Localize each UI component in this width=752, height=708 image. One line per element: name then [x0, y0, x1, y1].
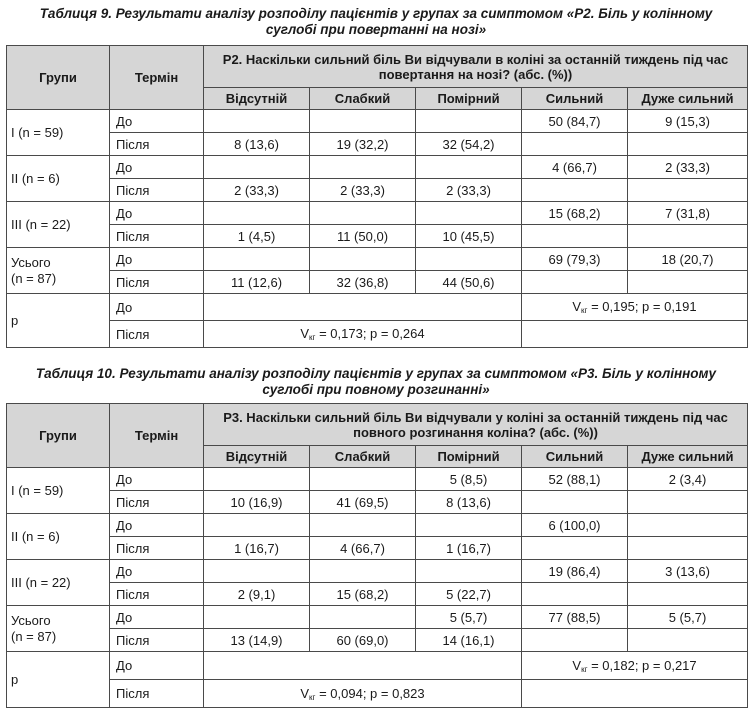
value-cell: [628, 583, 748, 606]
group-label-line1: II (n = 6): [11, 528, 60, 544]
table9-caption-line1: Таблиця 9. Результати аналізу розподілу пацієнтів у групах за симптомом «Р2. Біль у колінному: [39, 6, 713, 21]
value-cell: 5 (22,7): [416, 583, 522, 606]
table-row: [7, 491, 748, 514]
group-label-line1: I (n = 59): [11, 124, 64, 140]
value-cell: [522, 133, 628, 156]
value-cell: [628, 133, 748, 156]
group-label: [7, 248, 110, 294]
level-header: Сильний: [522, 88, 628, 110]
value-cell: [310, 560, 416, 583]
value-cell: [416, 248, 522, 271]
value-cell: 4 (66,7): [310, 537, 416, 560]
value-cell: [204, 156, 310, 179]
term-cell: Після: [110, 271, 204, 294]
p-row-before: [7, 294, 748, 321]
value-cell: [628, 491, 748, 514]
level-header: Слабкий: [310, 88, 416, 110]
value-cell: 50 (84,7): [522, 110, 628, 133]
term-cell: До: [110, 294, 204, 321]
value-cell: 13 (14,9): [204, 629, 310, 652]
header-row: [7, 46, 748, 88]
value-cell: 2 (9,1): [204, 583, 310, 606]
level-header: Помірний: [416, 88, 522, 110]
group-label: [7, 468, 110, 514]
table9-body: [7, 46, 748, 348]
level-header: Сильний: [522, 446, 628, 468]
value-cell: 8 (13,6): [416, 491, 522, 514]
group-label-line1: Усього: [11, 254, 51, 270]
term-cell: До: [110, 468, 204, 491]
empty-cell: [204, 294, 522, 321]
value-cell: 1 (16,7): [416, 537, 522, 560]
value-cell: 4 (66,7): [522, 156, 628, 179]
groups-column-header: Групи: [7, 46, 110, 110]
table-row: [7, 202, 748, 225]
level-header: Відсутній: [204, 446, 310, 468]
table-row: [7, 629, 748, 652]
value-cell: [522, 225, 628, 248]
value-cell: 5 (8,5): [416, 468, 522, 491]
value-cell: [204, 468, 310, 491]
term-cell: До: [110, 248, 204, 271]
level-header: Дуже сильний: [628, 88, 748, 110]
value-cell: 8 (13,6): [204, 133, 310, 156]
group-label-line1: III (n = 22): [11, 574, 71, 590]
table-row: [7, 606, 748, 629]
value-cell: [310, 606, 416, 629]
table10: [6, 403, 748, 708]
group-label: [7, 202, 110, 248]
value-cell: 7 (31,8): [628, 202, 748, 225]
term-cell: Після: [110, 491, 204, 514]
table-row: [7, 179, 748, 202]
question-header: Р3. Наскільки сильний біль Ви відчували у коліні за останній тиждень під час повного розгинання коліна? (абс. (%)): [204, 404, 748, 446]
value-cell: [522, 491, 628, 514]
group-label-line2: (n = 87): [11, 270, 57, 286]
value-cell: [310, 514, 416, 537]
value-cell: 10 (16,9): [204, 491, 310, 514]
stat-sub: кг: [309, 692, 316, 702]
value-cell: 2 (33,3): [628, 156, 748, 179]
term-cell: До: [110, 606, 204, 629]
value-cell: 15 (68,2): [310, 583, 416, 606]
group-label-line2: (n = 87): [11, 628, 57, 644]
level-header: Помірний: [416, 446, 522, 468]
value-cell: [310, 202, 416, 225]
stat-after: [204, 321, 522, 348]
term-cell: Після: [110, 680, 204, 708]
value-cell: [416, 514, 522, 537]
value-cell: 18 (20,7): [628, 248, 748, 271]
value-cell: [522, 179, 628, 202]
value-cell: 1 (4,5): [204, 225, 310, 248]
value-cell: [522, 583, 628, 606]
value-cell: 60 (69,0): [310, 629, 416, 652]
stat-before: [522, 294, 748, 321]
table10-body: [7, 404, 748, 708]
empty-cell: [522, 680, 748, 708]
term-cell: Після: [110, 629, 204, 652]
value-cell: [628, 271, 748, 294]
group-label: [7, 606, 110, 652]
table-row: [7, 583, 748, 606]
value-cell: [628, 225, 748, 248]
stat-after: [204, 680, 522, 708]
value-cell: 9 (15,3): [628, 110, 748, 133]
value-cell: 32 (36,8): [310, 271, 416, 294]
group-label: [7, 560, 110, 606]
term-cell: До: [110, 156, 204, 179]
value-cell: [416, 560, 522, 583]
value-cell: 32 (54,2): [416, 133, 522, 156]
value-cell: 19 (86,4): [522, 560, 628, 583]
group-label-line1: Усього: [11, 612, 51, 628]
term-column-header: Термін: [110, 404, 204, 468]
value-cell: 44 (50,6): [416, 271, 522, 294]
value-cell: [628, 537, 748, 560]
stat-value: = 0,195; p = 0,191: [587, 299, 697, 314]
table-row: [7, 156, 748, 179]
p-row-before: [7, 652, 748, 680]
value-cell: 11 (50,0): [310, 225, 416, 248]
value-cell: [204, 202, 310, 225]
table9-caption-line2: суглобі при повертанні на нозі»: [265, 22, 487, 37]
term-cell: До: [110, 514, 204, 537]
term-cell: Після: [110, 179, 204, 202]
term-cell: До: [110, 560, 204, 583]
table-row: [7, 537, 748, 560]
table10-caption-line1: Таблиця 10. Результати аналізу розподілу пацієнтів у групах за симптомом «Р3. Біль у колінному: [35, 366, 717, 381]
stat-v: V: [572, 299, 582, 314]
value-cell: [628, 629, 748, 652]
value-cell: [628, 514, 748, 537]
value-cell: [204, 560, 310, 583]
empty-cell: [522, 321, 748, 348]
p-label: p: [7, 294, 110, 348]
value-cell: 69 (79,3): [522, 248, 628, 271]
stat-value: = 0,182; p = 0,217: [587, 657, 697, 673]
term-cell: Після: [110, 583, 204, 606]
value-cell: 52 (88,1): [522, 468, 628, 491]
value-cell: 2 (33,3): [416, 179, 522, 202]
value-cell: [310, 468, 416, 491]
table9: [6, 45, 748, 348]
value-cell: 41 (69,5): [310, 491, 416, 514]
term-cell: До: [110, 110, 204, 133]
value-cell: [522, 629, 628, 652]
header-row: [7, 404, 748, 446]
p-row-after: [7, 321, 748, 348]
question-header: Р2. Наскільки сильний біль Ви відчували в коліні за останній тиждень під час повертання на нозі? (абс. (%)): [204, 46, 748, 88]
group-label: [7, 514, 110, 560]
level-header: Відсутній: [204, 88, 310, 110]
stat-sub: кг: [309, 333, 316, 342]
value-cell: 2 (33,3): [204, 179, 310, 202]
stat-value: = 0,094; p = 0,823: [315, 685, 425, 701]
groups-column-header: Групи: [7, 404, 110, 468]
table-row: [7, 248, 748, 271]
value-cell: 19 (32,2): [310, 133, 416, 156]
group-label-line1: II (n = 6): [11, 170, 60, 186]
p-row-after: [7, 680, 748, 708]
value-cell: [416, 156, 522, 179]
value-cell: 14 (16,1): [416, 629, 522, 652]
value-cell: 77 (88,5): [522, 606, 628, 629]
table-row: [7, 110, 748, 133]
p-label: p: [7, 652, 110, 708]
term-cell: До: [110, 202, 204, 225]
table10-caption: [0, 366, 752, 398]
value-cell: 1 (16,7): [204, 537, 310, 560]
level-header: Слабкий: [310, 446, 416, 468]
value-cell: [416, 202, 522, 225]
value-cell: [310, 110, 416, 133]
stat-sub: кг: [581, 664, 588, 674]
term-cell: Після: [110, 321, 204, 348]
value-cell: 3 (13,6): [628, 560, 748, 583]
value-cell: [416, 110, 522, 133]
value-cell: [310, 156, 416, 179]
empty-cell: [204, 652, 522, 680]
term-cell: Після: [110, 225, 204, 248]
value-cell: [628, 179, 748, 202]
value-cell: 11 (12,6): [204, 271, 310, 294]
value-cell: 2 (33,3): [310, 179, 416, 202]
stat-sub: кг: [581, 306, 588, 315]
value-cell: [204, 606, 310, 629]
table10-caption-line2: суглобі при повному розгинанні»: [262, 382, 490, 397]
stat-v: V: [300, 685, 310, 701]
level-header: Дуже сильний: [628, 446, 748, 468]
group-label-line1: III (n = 22): [11, 216, 71, 232]
value-cell: [522, 537, 628, 560]
value-cell: [522, 271, 628, 294]
value-cell: [204, 110, 310, 133]
stat-value: = 0,173; p = 0,264: [315, 326, 425, 341]
table-row: [7, 514, 748, 537]
table-row: [7, 133, 748, 156]
value-cell: 5 (5,7): [628, 606, 748, 629]
table-row: [7, 225, 748, 248]
term-cell: Після: [110, 133, 204, 156]
value-cell: 15 (68,2): [522, 202, 628, 225]
value-cell: [204, 514, 310, 537]
group-label: [7, 110, 110, 156]
term-cell: Після: [110, 537, 204, 560]
stat-v: V: [572, 657, 582, 673]
table-row: [7, 271, 748, 294]
value-cell: 6 (100,0): [522, 514, 628, 537]
group-label: [7, 156, 110, 202]
stat-before: [522, 652, 748, 680]
table9-caption: [0, 6, 752, 38]
table-row: [7, 468, 748, 491]
table-row: [7, 560, 748, 583]
value-cell: 2 (3,4): [628, 468, 748, 491]
value-cell: 5 (5,7): [416, 606, 522, 629]
stat-v: V: [300, 326, 310, 341]
group-label-line1: I (n = 59): [11, 482, 64, 498]
term-column-header: Термін: [110, 46, 204, 110]
value-cell: [310, 248, 416, 271]
term-cell: До: [110, 652, 204, 680]
value-cell: [204, 248, 310, 271]
value-cell: 10 (45,5): [416, 225, 522, 248]
